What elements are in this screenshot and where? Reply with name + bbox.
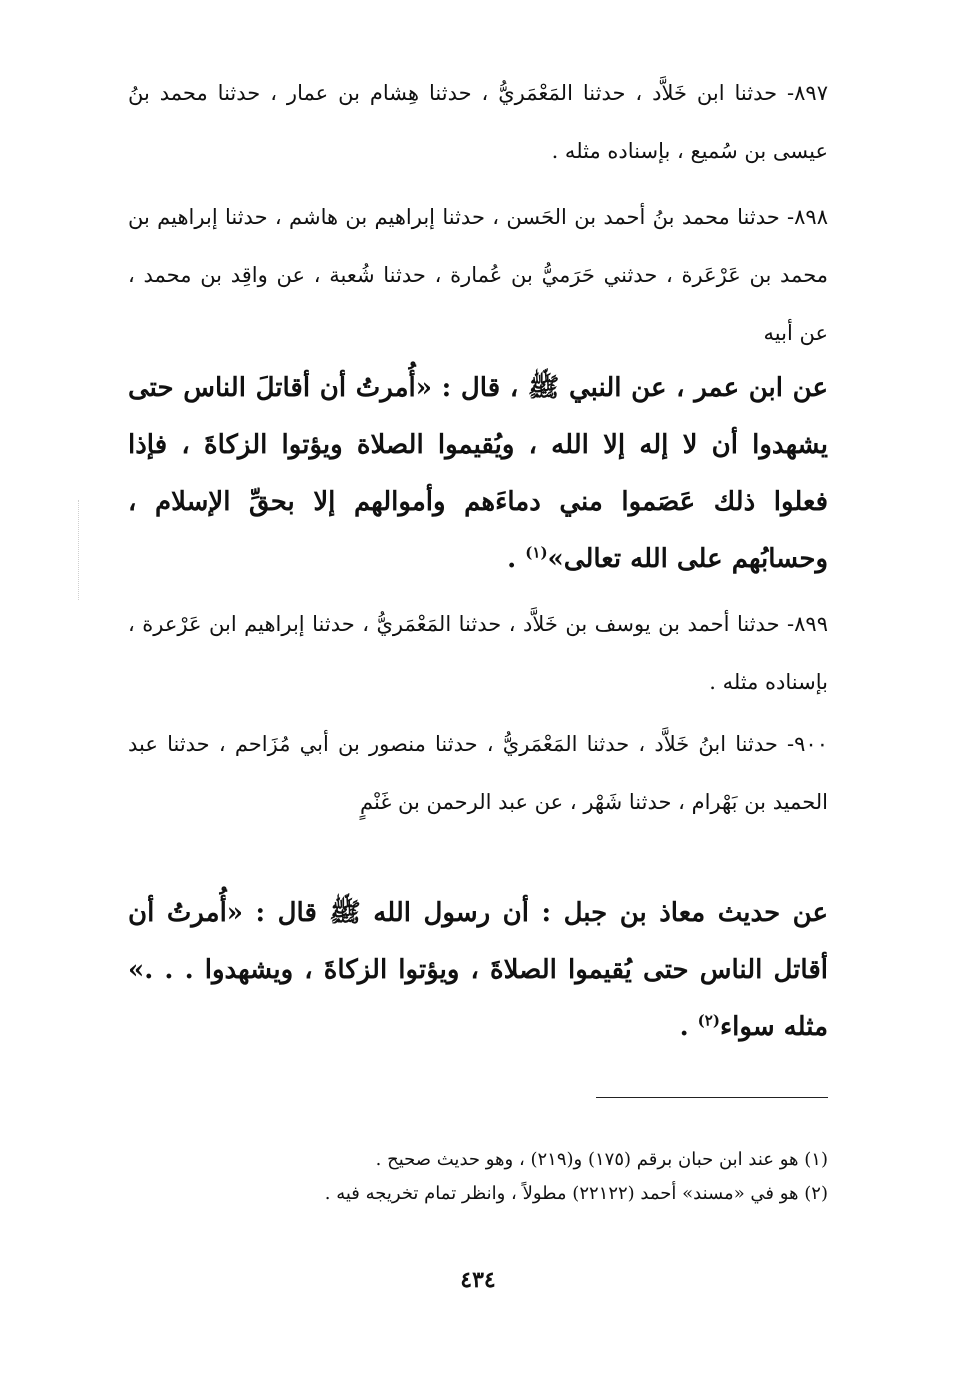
footnote-ref-1[interactable]: (١)	[525, 543, 548, 562]
hadith-900-chain	[128, 715, 828, 831]
hadith-900-matn: عن حديث معاذ بن جبل : أن رسول الله ﷺ قال : «أُمرتُ أن أقاتل الناس حتى يُقيموا الصلاةَ ، ويؤتوا الزكاةَ ، ويشهدوا . . .» مثله سواء$^{(٢)}$ .	[128, 898, 828, 1042]
hadith-897-chain	[128, 64, 828, 180]
footnote-1: (١) هو عند ابن حبان برقم (١٧٥) و(٢١٩) ، وهو حديث صحيح .	[375, 1149, 828, 1170]
hadith-899-chain	[128, 595, 828, 711]
hadith-899-text: ٨٩٩- حدثنا أحمد بن يوسف بن خَلاَّد ، حدثنا المَعْمَريُّ ، حدثنا إبراهيم ابن عَرْعرة ، بإسناده مثله .	[128, 612, 828, 694]
hadith-898-text: ٨٩٨- حدثنا محمد بنُ أحمد بن الحَسن ، حدثنا إبراهيم بن هاشم ، حدثنا إبراهيم بن محمد بن عَرْعَرة ، حدثني حَرَميُّ بن عُمارة ، حدثنا شُعبة ، عن واقِد بن محمد ، عن أبيه	[128, 205, 828, 345]
footnote-2: (٢) هو في «مسند» أحمد (٢٢١٢٢) مطولاً ، وانظر تمام تخريجه فيه .	[324, 1183, 828, 1204]
footnotes	[128, 1143, 828, 1211]
footnote-separator	[596, 1097, 828, 1098]
hadith-898-matn-text: عن ابن عمر ، عن النبي ﷺ ، قال : «أُمرتُ أن أقاتلَ الناس حتى يشهدوا أن لا إله إلا الله ، ويُقيموا الصلاة ويؤتوا الزكاةَ ، فإذا فعلوا ذلك عَصَموا مني دماءَهم وأموالهم إلا بحقِّ الإسلام ، وحسابُهم على الله تعالى»	[128, 373, 828, 574]
hadith-897-text: ٨٩٧- حدثنا ابن خَلاَّد ، حدثنا المَعْمَريُّ ، حدثنا هِشام بن عمار ، حدثنا محمد بنُ عيسى بن سُميع ، بإسناده مثله .	[128, 81, 828, 163]
margin-dots	[78, 500, 79, 600]
hadith-900-text: ٩٠٠- حدثنا ابنُ خَلاَّد ، حدثنا المَعْمَريُّ ، حدثنا منصور بن أبي مُزَاحم ، حدثنا عبد الحميد بن بَهْرام ، حدثنا شَهْر ، عن عبد الرحمن بن غَنْمٍ	[128, 732, 828, 814]
hadith-898-matn: عن ابن عمر ، عن النبي ﷺ ، قال : «أُمرتُ أن أقاتلَ الناس حتى يشهدوا أن لا إله إلا الله ، ويُقيموا الصلاة ويؤتوا الزكاةَ ، فإذا فعلوا ذلك عَصَموا مني دماءَهم وأموالهم إلا بحقِّ الإسلام ، وحسابُهم على الله تعالى»$^{(١)}$ .	[128, 373, 828, 574]
hadith-900-matn-text: عن حديث معاذ بن جبل : أن رسول الله ﷺ قال : «أُمرتُ أن أقاتل الناس حتى يُقيموا الصلاةَ ، ويؤتوا الزكاةَ ، ويشهدوا . . .» مثله سواء	[128, 898, 828, 1042]
page-number: ٤٣٤	[460, 1267, 496, 1293]
hadith-898-chain	[128, 188, 828, 362]
footnote-ref-2[interactable]: (٢)	[697, 1011, 720, 1030]
